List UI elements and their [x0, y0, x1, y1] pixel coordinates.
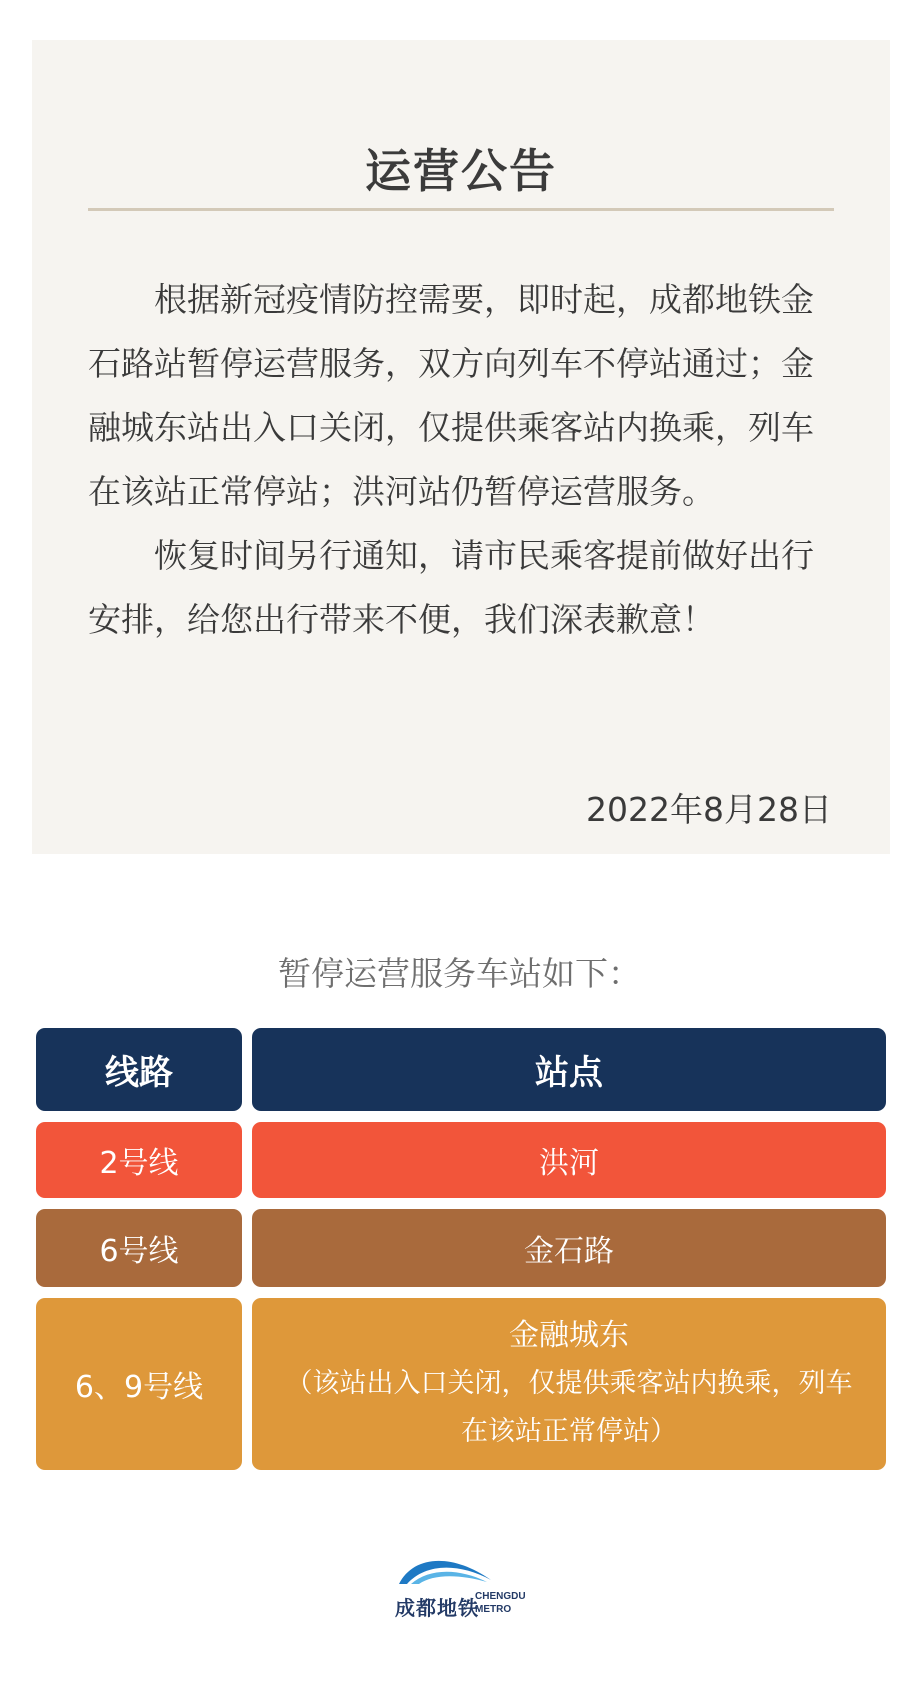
title-divider: [88, 208, 834, 211]
notice-paragraph: 根据新冠疫情防控需要，即时起，成都地铁金石路站暂停运营服务，双方向列车不停站通过；金融城东站出入口关闭，仅提供乘客站内换乘，列车在该站正常停站；洪河站仍暂停运营服务。: [88, 280, 814, 511]
metro-wave-icon: [395, 1550, 495, 1590]
table-header-line: 线路: [36, 1028, 242, 1111]
logo-en-line: METRO: [475, 1604, 512, 1615]
notice-card: [32, 40, 890, 854]
row-line-cell: 6、9号线: [36, 1298, 242, 1470]
logo-en-line: CHENGDU: [475, 1591, 526, 1602]
table-header-station: 站点: [252, 1028, 886, 1111]
notice-paragraph: 恢复时间另行通知，请市民乘客提前做好出行安排，给您出行带来不便，我们深表歉意！: [88, 536, 814, 639]
notice-title: 运营公告: [365, 144, 557, 198]
row-station-cell: [252, 1298, 886, 1470]
chengdu-metro-logo: [395, 1550, 535, 1622]
table-caption: 暂停运营服务车站如下：: [278, 954, 641, 993]
station-note: （该站出入口关闭，仅提供乘客站内换乘，列车在该站正常停站）: [285, 1368, 853, 1447]
row-station-cell: 金石路: [252, 1209, 886, 1287]
logo-text: 成都地铁: [395, 1596, 479, 1620]
notice-date: 2022年8月28日: [586, 790, 832, 829]
row-line-cell: 2号线: [36, 1122, 242, 1198]
row-station-cell: 洪河: [252, 1122, 886, 1198]
station-name: 金融城东: [509, 1318, 629, 1353]
logo-english-text: [475, 1590, 539, 1616]
notice-body: [88, 268, 838, 652]
row-line-cell: 6号线: [36, 1209, 242, 1287]
